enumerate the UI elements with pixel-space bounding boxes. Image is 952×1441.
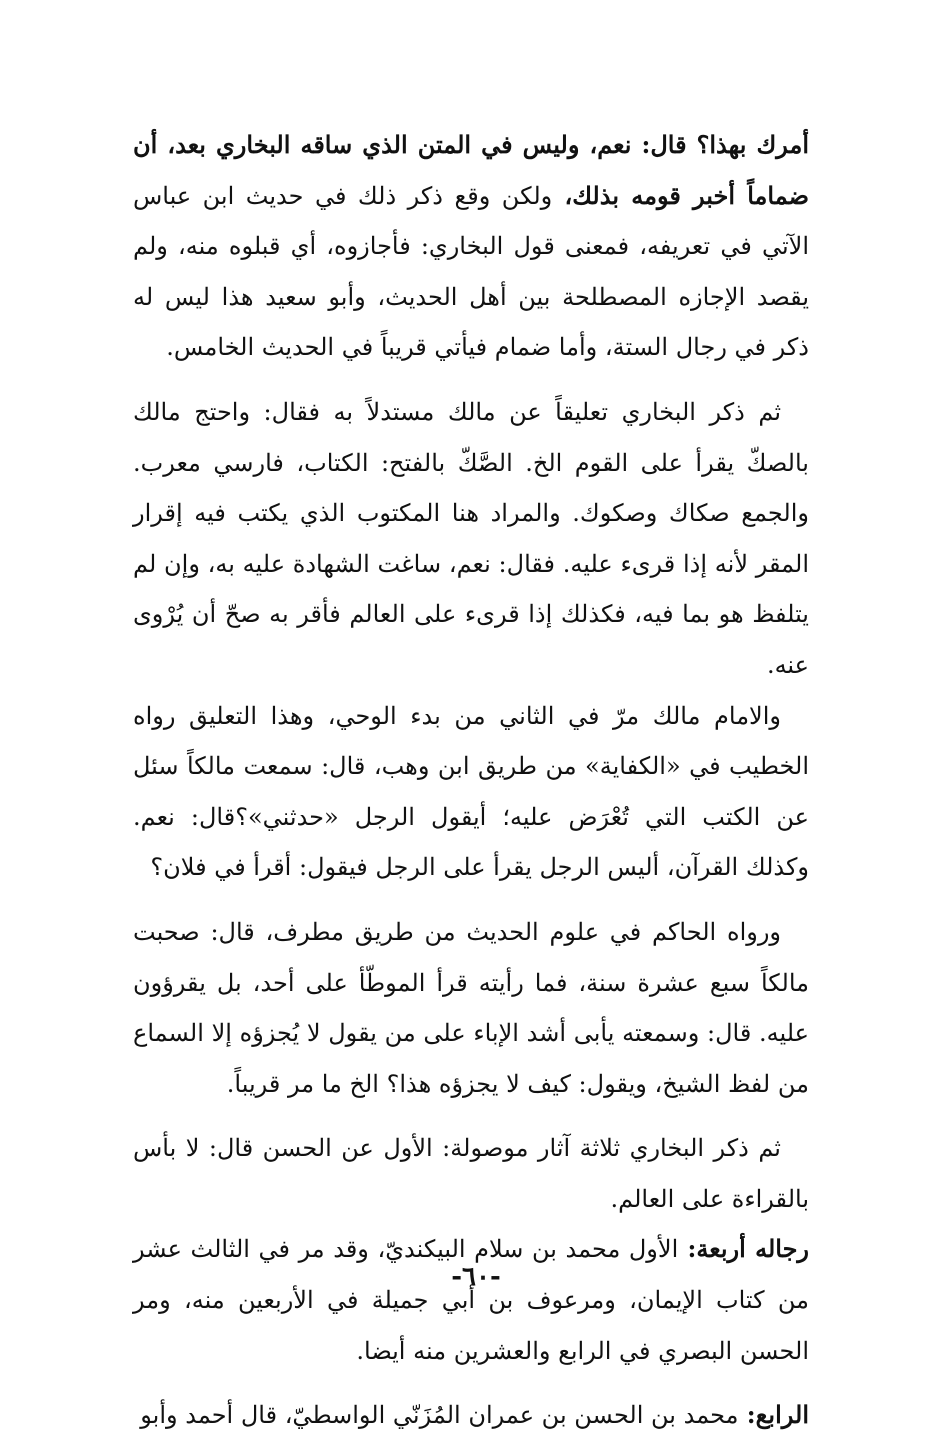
text-run: والامام مالك مرّ في الثاني من بدء الوحي، وهذا التعليق رواه الخطيب في «الكفاية» من طريق ابن وهب، قال: سمعت مالكاً سئل عن الكتب التي تُعْرَض عليه؛ أيقول الرجل «حدثني»؟قال: نعم. وكذلك القرآن، أليس الرجل يقرأ على الرجل فيقول: أقرأ في فلان؟ [133, 701, 809, 882]
text-run: ثم ذكر البخاري ثلاثة آثار موصولة: الأول عن الحسن قال: لا بأس بالقراءة على العالم. [133, 1134, 809, 1213]
paragraph-1 [133, 120, 809, 373]
paragraph-4 [133, 907, 809, 1109]
text-run: ورواه الحاكم في علوم الحديث من طريق مطرف، قال: صحبت مالكاً سبع عشرة سنة، فما رأيته قرأ الموطّأ على أحد، بل يقرؤون عليه. قال: وسمعته يأبى أشد الإباء على من يقول لا يُجزؤه إلا السماع من لفظ الشيخ، ويقول: كيف لا يجزؤه هذا؟ الخ ما مر قريباً. [133, 917, 809, 1098]
text-run: ولكن وقع ذكر ذلك في حديث ابن عباس الآتي في تعريفه، فمعنى قول البخاري: فأجازوه، أي قبلوه منه، ولم يقصد الإجازه المصطلحة بين أهل الحديث، وأبو سعيد هذا ليس له ذكر في رجال الستة، وأما ضمام فيأتي قريباً في الحديث الخامس. [133, 181, 810, 362]
paragraph-6 [133, 1224, 809, 1376]
text-run: الأول محمد بن سلام البيكنديّ، وقد مر في الثالث عشر من كتاب الإيمان، ومرعوف بن أبي جميلة في الأربعين منه، ومر الحسن البصري في الرابع والعشرين منه أيضا. [133, 1235, 809, 1365]
text-run: محمد بن الحسن بن عمران المُزَنّي الواسطيّ، قال أحمد وأبو [140, 1401, 739, 1430]
paragraph-7 [133, 1390, 809, 1441]
paragraph-5 [133, 1123, 809, 1224]
section-heading: رجاله أربعة: [678, 1234, 809, 1264]
paragraph-3 [133, 691, 809, 893]
text-run: ثم ذكر البخاري تعليقاً عن مالك مستدلاً به فقال: واحتج مالك بالصكّ يقرأ على القوم الخ. الصَّكّ بالفتح: الكتاب، فارسي معرب. والجمع صكاك وصكوك. والمراد هنا المكتوب الذي يكتب فيه إقرار المقر لأنه إذا قرىء عليه. فقال: نعم، ساغت الشهادة عليه به، وإن لم يتلفظ هو بما فيه، فكذلك إذا قرىء على العالم فأقر به صحّ أن يُرْوى عنه. [133, 397, 809, 679]
page-body [133, 120, 810, 1430]
bold-run: أمرك بهذا؟ قال: نعم، وليس في المتن الذي ساقه البخاري بعد، أن ضماماً أخبر قومه بذلك، [133, 130, 809, 210]
page-number: -٦٠- [451, 1262, 501, 1292]
section-heading: الرابع: [738, 1400, 809, 1430]
paragraph-2 [133, 387, 809, 691]
